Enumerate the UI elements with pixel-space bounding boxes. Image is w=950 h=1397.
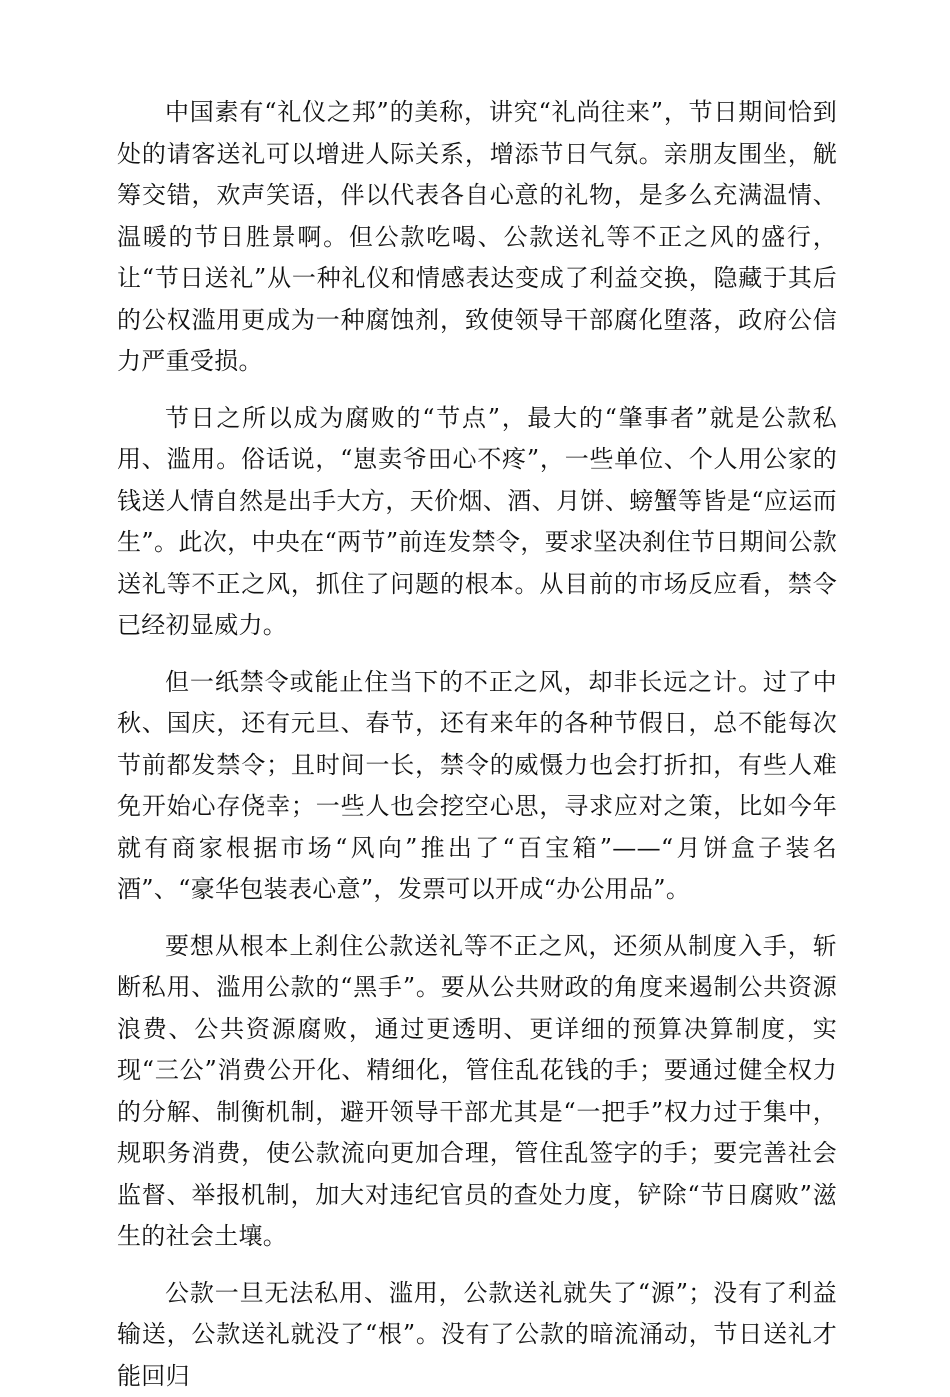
paragraph-1: 中国素有“礼仪之邦”的美称，讲究“礼尚往来”，节日期间恰到处的请客送礼可以增进人际关系，增添节日气氛。亲朋友围坐，觥筹交错，欢声笑语，伴以代表各自心意的礼物，是多么充满温情、温暖的节日胜景啊。但公款吃喝、公款送礼等不正之风的盛行，让“节日送礼”从一种礼仪和情感表达变成了利益交换，隐藏于其后的公权滥用更成为一种腐蚀剂，致使领导干部腐化堕落，政府公信力严重受损。 bbox=[117, 92, 837, 383]
paragraph-5: 公款一旦无法私用、滥用，公款送礼就失了“源”；没有了利益输送，公款送礼就没了“根”。没有了公款的暗流涌动，节日送礼才能回归 bbox=[117, 1273, 837, 1397]
paragraph-3: 但一纸禁令或能止住当下的不正之风，却非长远之计。过了中秋、国庆，还有元旦、春节，还有来年的各种节假日，总不能每次节前都发禁令；且时间一长，禁令的威慑力也会打折扣，有些人难免开始心存侥幸；一些人也会挖空心思，寻求应对之策，比如今年就有商家根据市场“风向”推出了“百宝箱”——“月饼盒子装名酒”、“豪华包装表心意”，发票可以开成“办公用品”。 bbox=[117, 662, 837, 911]
paragraph-2: 节日之所以成为腐败的“节点”，最大的“肇事者”就是公款私用、滥用。俗话说，“崽卖爷田心不疼”，一些单位、个人用公家的钱送人情自然是出手大方，天价烟、酒、月饼、螃蟹等皆是“应运而生”。此次，中央在“两节”前连发禁令，要求坚决刹住节日期间公款送礼等不正之风，抓住了问题的根本。从目前的市场反应看，禁令已经初显威力。 bbox=[117, 398, 837, 647]
document-body bbox=[117, 92, 837, 1397]
paragraph-4: 要想从根本上刹住公款送礼等不正之风，还须从制度入手，斩断私用、滥用公款的“黑手”。要从公共财政的角度来遏制公共资源浪费、公共资源腐败，通过更透明、更详细的预算决算制度，实现“三公”消费公开化、精细化，管住乱花钱的手；要通过健全权力的分解、制衡机制，避开领导干部尤其是“一把手”权力过于集中，规职务消费，使公款流向更加合理，管住乱签字的手；要完善社会监督、举报机制，加大对违纪官员的查处力度，铲除“节日腐败”滋生的社会土壤。 bbox=[117, 926, 837, 1258]
